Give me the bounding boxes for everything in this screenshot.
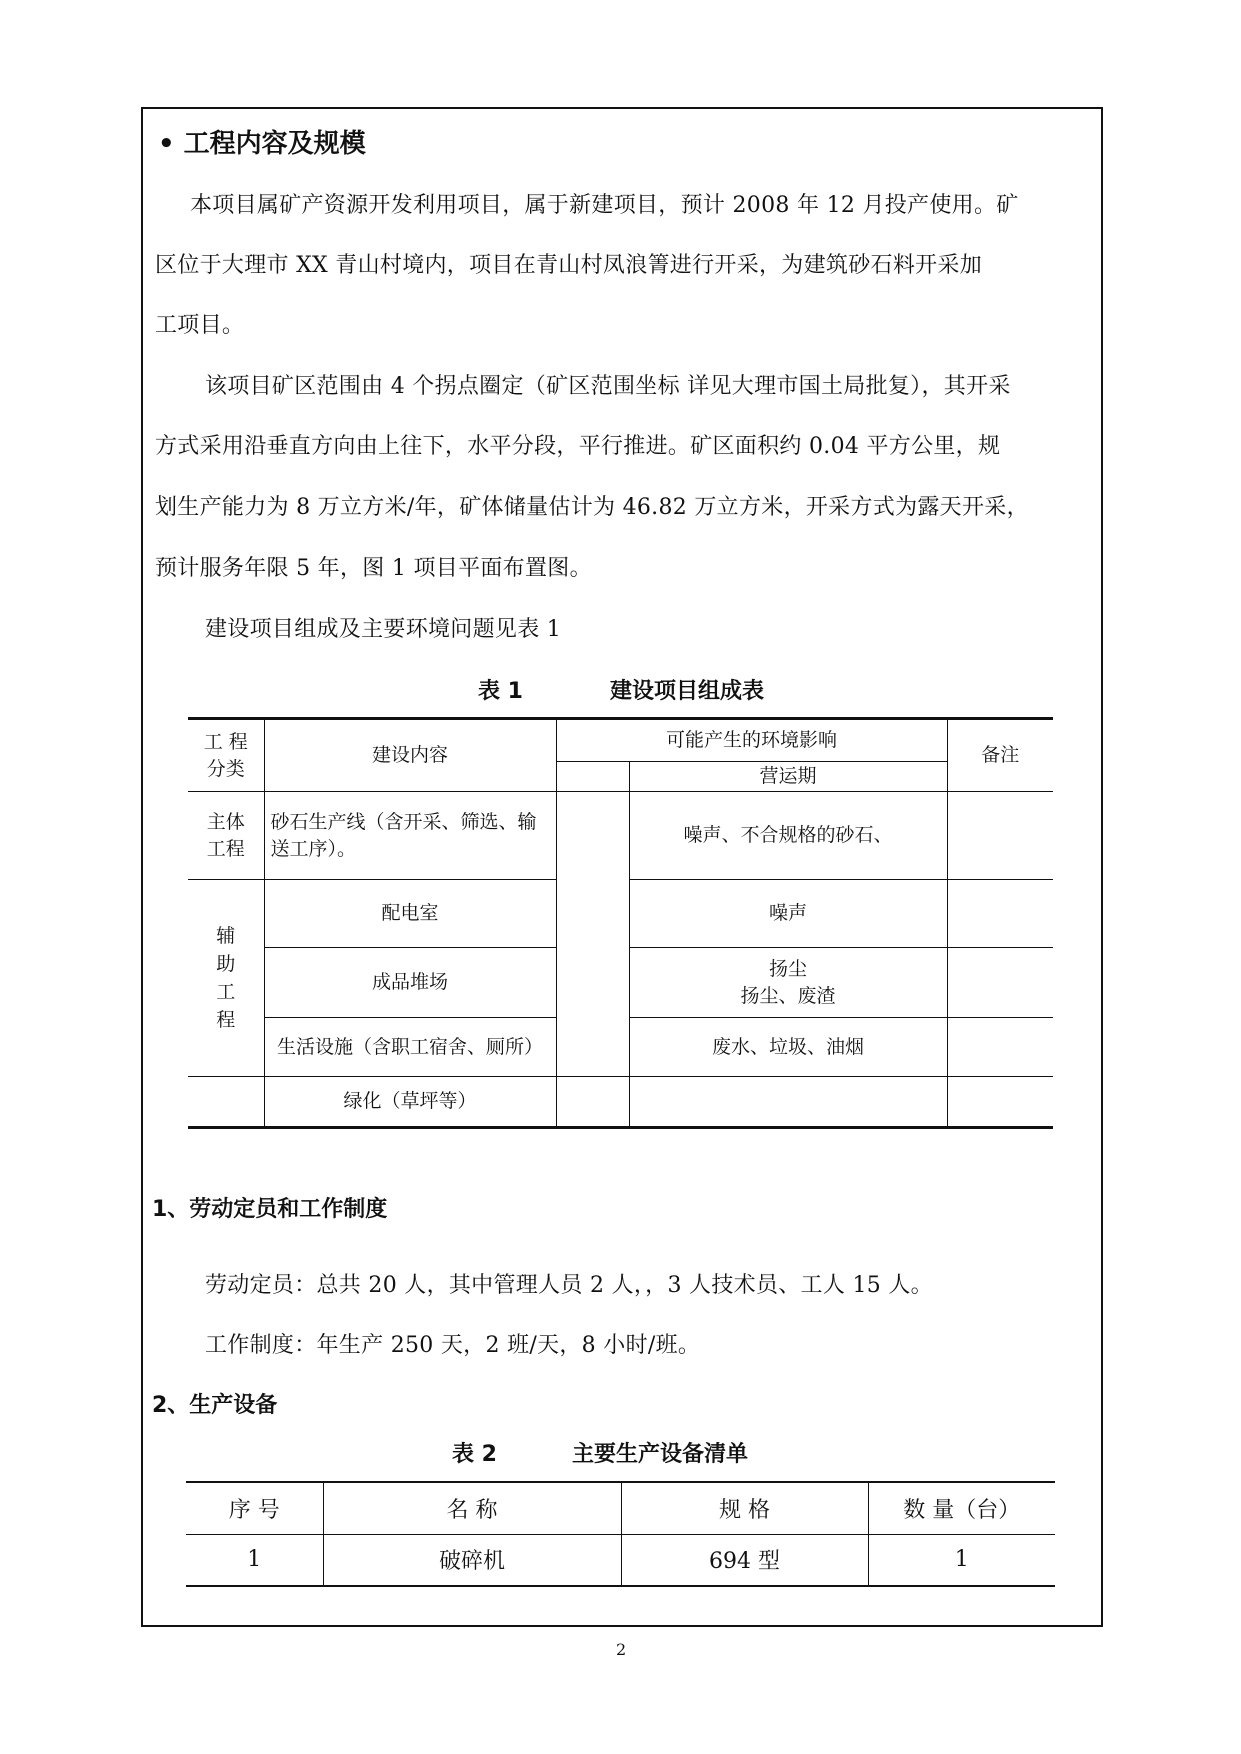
paragraph-line: 该项目矿区范围由 4 个拐点圈定（矿区范围坐标 详见大理市国土局批复），其开采 <box>205 374 1011 399</box>
row-note <box>947 948 1053 1018</box>
header-content: 建设内容 <box>264 719 556 792</box>
table-row <box>186 1534 1055 1586</box>
row-blank <box>556 1077 629 1128</box>
schedule-text: 工作制度：年生产 250 天，2 班/天，8 小时/班。 <box>205 1333 701 1358</box>
row-note <box>947 1018 1053 1077</box>
paragraph-line: 划生产能力为 8 万立方米/年，矿体储量估计为 46.82 万立方米，开采方式为露天开采， <box>155 495 1029 520</box>
row-category: 主体 工程 <box>188 792 264 880</box>
paragraph-line: 方式采用沿垂直方向由上往下，水平分段，平行推进。矿区面积约 0.04 平方公里，规 <box>155 434 1001 459</box>
row-impact: 扬尘 扬尘、废渣 <box>629 948 947 1018</box>
table2-caption-title: 主要生产设备清单 <box>572 1442 749 1467</box>
col-header-index: 序 号 <box>186 1482 323 1534</box>
row-content: 绿化（草坪等） <box>264 1077 556 1128</box>
row-impact <box>629 1077 947 1128</box>
row-impact: 噪声 <box>629 880 947 948</box>
paragraph-line: 本项目属矿产资源开发利用项目，属于新建项目，预计 2008 年 12 月投产使用。矿 <box>190 193 1019 218</box>
header-blank <box>556 762 629 792</box>
row-blank-category <box>188 1077 264 1128</box>
header-impact: 可能产生的环境影响 <box>556 719 947 762</box>
staffing-text: 劳动定员：总共 20 人，其中管理人员 2 人，，3 人技术员、工人 15 人。 <box>205 1273 933 1298</box>
paragraph-line: 工项目。 <box>155 313 245 338</box>
row-note <box>947 880 1053 948</box>
header-note: 备注 <box>947 719 1053 792</box>
paragraph-line: 区位于大理市 XX 青山村境内，项目在青山村凤浪箐进行开采，为建筑砂石料开采加 <box>155 253 983 278</box>
paragraph-line: 预计服务年限 5 年，图 1 项目平面布置图。 <box>155 556 592 581</box>
header-category: 工 程 分类 <box>188 719 264 792</box>
page-number: 2 <box>616 1640 627 1659</box>
header-op-period: 营运期 <box>629 762 947 792</box>
row-note <box>947 792 1053 880</box>
row-category: 辅 助 工 程 <box>188 880 264 1077</box>
row-content: 配电室 <box>264 880 556 948</box>
cell-qty: 1 <box>868 1534 1055 1586</box>
subheading-equipment: 2、生产设备 <box>152 1393 278 1418</box>
subheading-staffing: 1、劳动定员和工作制度 <box>152 1197 388 1222</box>
paragraph-line: 建设项目组成及主要环境问题见表 1 <box>205 617 562 642</box>
cell-spec: 694 型 <box>621 1534 868 1586</box>
cell-index: 1 <box>186 1534 323 1586</box>
table2-caption-number: 表 2 <box>452 1442 497 1467</box>
table1-caption-number: 表 1 <box>478 679 523 704</box>
cell-name: 破碎机 <box>323 1534 621 1586</box>
col-header-qty: 数 量（台） <box>868 1482 1055 1534</box>
row-content: 砂石生产线（含开采、筛选、输送工序）。 <box>264 792 556 880</box>
col-header-spec: 规 格 <box>621 1482 868 1534</box>
row-impact: 噪声、不合规格的砂石、 <box>629 792 947 880</box>
merged-blank-cell <box>556 792 629 1077</box>
section-title: • 工程内容及规模 <box>158 129 366 159</box>
project-composition-table <box>188 717 1053 1129</box>
row-content: 成品堆场 <box>264 948 556 1018</box>
row-note <box>947 1077 1053 1128</box>
table1-caption-title: 建设项目组成表 <box>610 679 765 704</box>
equipment-table <box>186 1481 1055 1587</box>
row-content: 生活设施（含职工宿舍、厕所） <box>264 1018 556 1077</box>
row-impact: 废水、垃圾、油烟 <box>629 1018 947 1077</box>
col-header-name: 名 称 <box>323 1482 621 1534</box>
